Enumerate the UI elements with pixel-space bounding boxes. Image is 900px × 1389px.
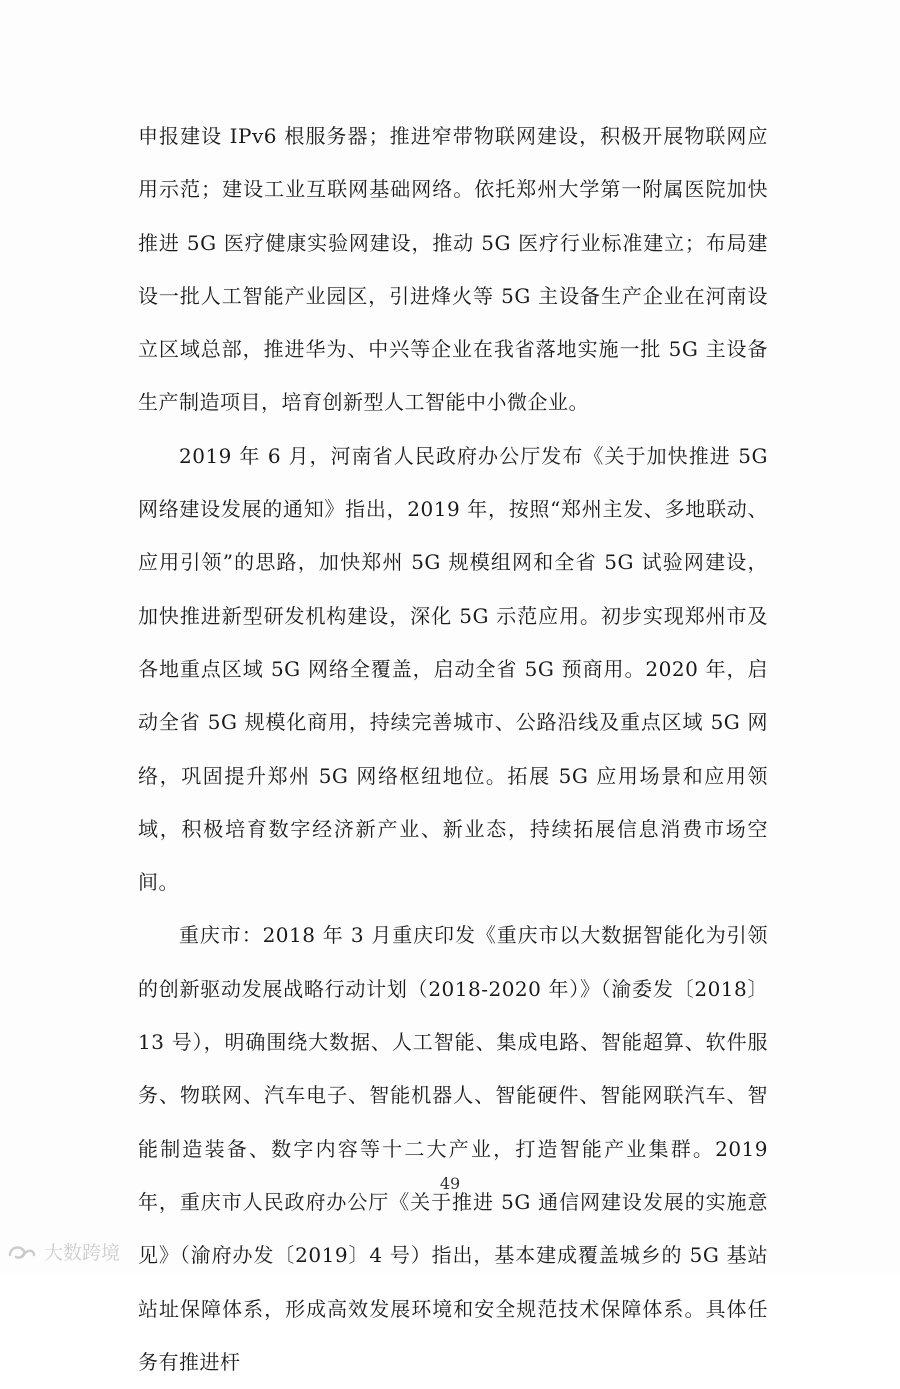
paragraph-henan-tasks: 申报建设 IPv6 根服务器；推进窄带物联网建设，积极开展物联网应用示范；建设工业互联网基础网络。依托郑州大学第一附属医院加快推进 5G 医疗健康实验网建设，推动 5G 医疗行业标准建立；布局建设一批人工智能产业园区，引进烽火等 5G 主设备生产企业在河南设立区域总部，推进华为、中兴等企业在我省落地实施一批 5G 主设备生产制造项目，培育创新型人工智能中小微企业。: [138, 124, 768, 415]
watermark: [6, 1238, 120, 1265]
body-text: [138, 110, 768, 1389]
page-number: 49: [439, 1174, 461, 1193]
watermark-logo-icon: [6, 1241, 38, 1263]
paragraph-chongqing: 重庆市：2018 年 3 月重庆印发《重庆市以大数据智能化为引领的创新驱动发展战略行动计划（2018-2020 年）》（渝委发〔2018〕13 号），明确围绕大数据、人工智能、集成电路、智能超算、软件服务、物联网、汽车电子、智能机器人、智能硬件、智能网联汽车、智能制造装备、数字内容等十二大产业，打造智能产业集群。2019 年，重庆市人民政府办公厅《关于推进 5G 通信网建设发展的实施意见》（渝府办发〔2019〕4 号）指出，基本建成覆盖城乡的 5G 基站站址保障体系，形成高效发展环境和安全规范技术保障体系。具体任务有推进杆: [138, 923, 768, 1374]
watermark-text: 大数跨境: [44, 1242, 121, 1264]
paragraph-henan-notice: 2019 年 6 月，河南省人民政府办公厅发布《关于加快推进 5G 网络建设发展的通知》指出，2019 年，按照“郑州主发、多地联动、应用引领”的思路，加快郑州 5G 规模组网和全省 5G 试验网建设，加快推进新型研发机构建设，深化 5G 示范应用。初步实现郑州市及各地重点区域 5G 网络全覆盖，启动全省 5G 预商用。2020 年，启动全省 5G 规模化商用，持续完善城市、公路沿线及重点区域 5G 网络，巩固提升郑州 5G 网络枢纽地位。拓展 5G 应用场景和应用领域，积极培育数字经济新产业、新业态，持续拓展信息消费市场空间。: [138, 443, 768, 895]
